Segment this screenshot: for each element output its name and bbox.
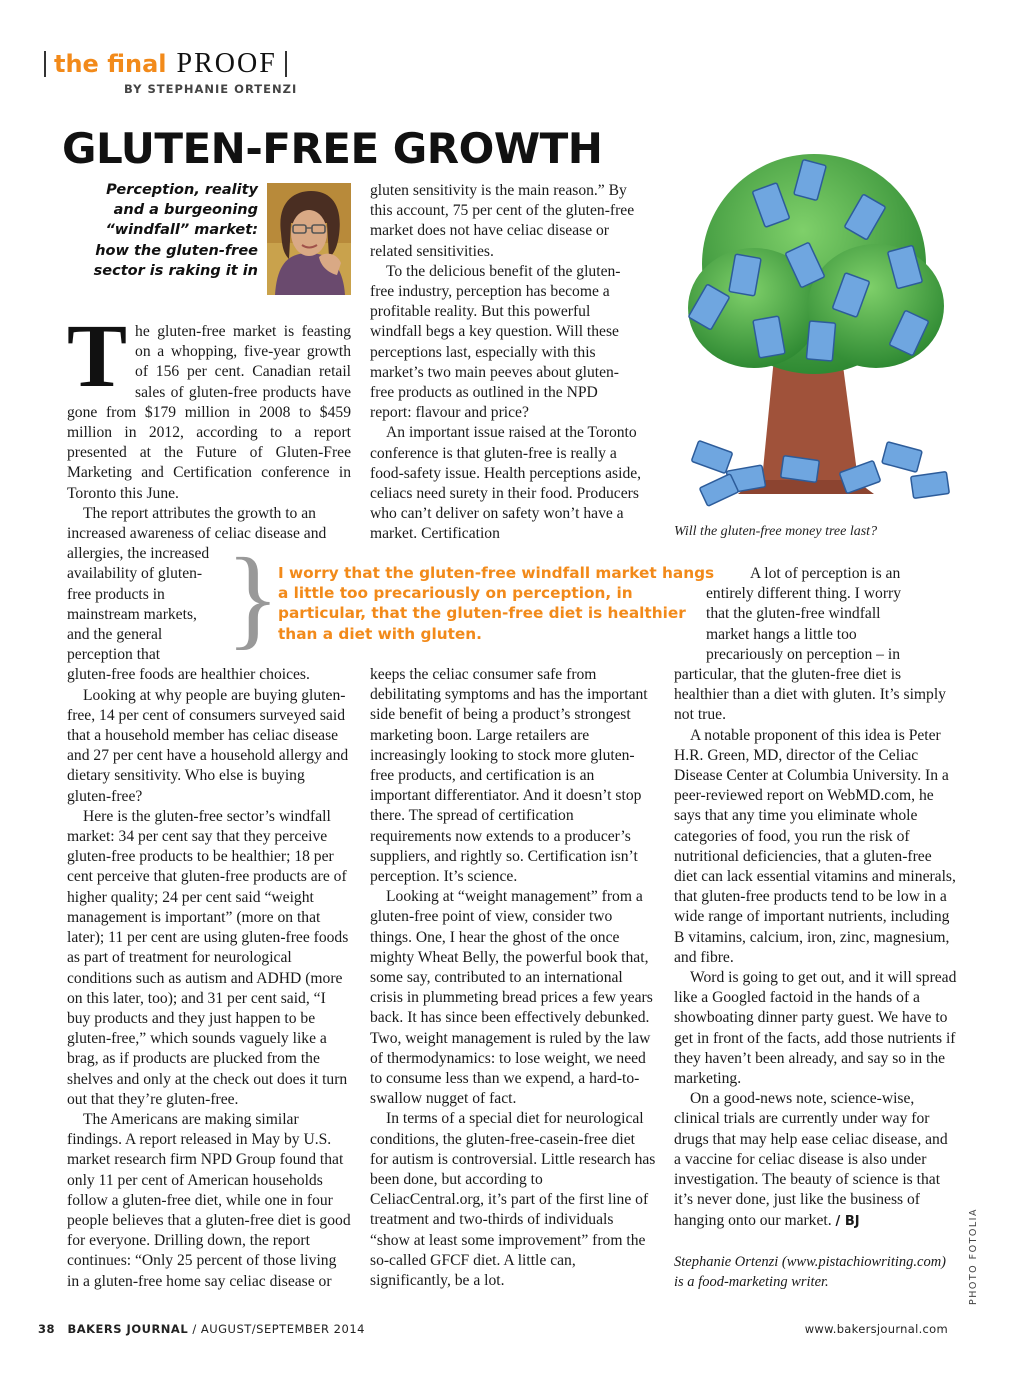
text-line: precariously on perception – in [706,645,900,663]
deck-line: and a burgeoning [113,202,258,219]
paragraph: gluten sensitivity is the main reason.” By this account, 75 per cent of the gluten-free market does not have celiac disease or related sensitivities. [370,182,635,260]
money-tree-illustration [662,128,962,518]
paragraph [67,307,351,504]
paragraph [674,564,958,665]
byline: BY STEPHANIE ORTENZI [124,82,298,96]
paragraph: Here is the gluten-free sector’s windfall market: 34 per cent say that they perceive gluten-free products to be healthier; 18 per cent perceive that gluten-free products are of higher quality; 24 per cent said “weight management is important” (more on that later); 11 per cent are using gluten-free foods as part of treatment for neurological conditions such as autism and ADHD (more on this later, too); and 31 per cent said, “I buy products and they just happen to be gluten-free,” which sounds vaguely like a brag, as if products are plucked from the shelves and only at the check out does it turn out that they’re gluten-free. [67,807,349,1108]
paragraph: In terms of a special diet for neurological conditions, the gluten-free-casein-free diet for autism is controversial. Little research has been done, but according to CeliacCentral.org, it’s part of the first line of treatment and two-thirds of individuals “show at least some improvement” from the so-called GFCF diet. A little can, significantly, be a lot. [370,1110,656,1290]
article-deck [86,180,258,281]
publication-name: BAKERS JOURNAL [67,1322,189,1336]
column-2-top [370,181,642,545]
photo-credit: PHOTO FOTOLIA [968,1208,979,1305]
signoff: / BJ [835,1213,860,1229]
paragraph: Word is going to get out, and it will spread like a Googled factoid in the hands of a showboating dinner party guest. We have to get in front of the facts, add those nutrients if they haven’t been already, and say so in the marketing. [674,969,957,1088]
drop-cap: T [67,307,128,406]
paragraph: A notable proponent of this idea is Peter H.R. Green, MD, director of the Celiac Disease Center at Columbia University. In a peer-reviewed report on WebMD.com, he says that any time you eliminate whole categories of food, you run the risk of nutritional deficiencies, that a gluten-free diet can lack essential vitamins and minerals, that gluten-free products tend to be low in a wide range of important nutrients, including B vitamins, calcium, iron, zinc, magnesium, and fibre. [674,726,956,966]
deck-line: “windfall” market: [105,222,258,239]
author-bio: Stephanie Ortenzi (www.pistachiowriting.com) is a food-marketing writer. [674,1253,946,1290]
author-portrait [267,183,351,295]
author-photo-illustration [267,183,351,295]
paragraph: An important issue raised at the Toronto conference is that gluten-free is really a food-safety issue. Health perceptions aside, celiacs need surety in their food. Producers who can’t deliver on safety won’t have a market. Certification [370,424,642,543]
column-3 [674,564,958,1292]
divider-bar [285,51,287,77]
deck-line: Perception, reality [106,182,258,198]
pullquote-brace: } [226,536,280,660]
text-line: A lot of perception is an [750,565,901,582]
deck-line: how the gluten-free [95,242,258,259]
article-title: GLUTEN-FREE GROWTH [62,124,603,173]
page-number: 38 [38,1322,56,1336]
column-2-bottom [370,665,656,1291]
text-line: market hangs a little too [706,625,857,643]
issue-date: / AUGUST/SEPTEMBER 2014 [192,1322,365,1336]
text-line: gluten-free foods are healthier choices. [67,666,310,684]
text-line: increased awareness of celiac disease and [67,525,327,543]
text-line: The report attributes the growth to an [83,504,316,522]
paragraph-text: he gluten-free market is feasting on a whopping, five-year growth of 156 per cent. Canadian retail sales of gluten-free products have gone from $179 million in 2008 to $459 million in 2012, according to a report presented at the Future of Gluten-Free Marketing and Certification conference in Toronto this June. [67,323,351,502]
divider-bar [44,51,46,77]
text-line: mainstream markets, [67,605,197,623]
deck-line: sector is raking it in [93,262,258,279]
paragraph: Looking at “weight management” from a gluten-free point of view, consider two things. One, I hear the ghost of the once mighty Wheat Belly, the powerful book that, some say, contributed to an international crisis in plummeting bread prices a few years back. It has since been effectively debunked. Two, weight management is ruled by the law of thermodynamics: to lose weight, we need to consume less than we expend, a hard-to-swallow nugget of fact. [370,888,653,1108]
text-line: that the gluten-free windfall [706,605,881,623]
paragraph: The Americans are making similar findings. A report released in May by U.S. market research firm NPD Group found that only 11 per cent of American households follow a gluten-free diet, while one in four people believes that a gluten-free diet is good for everyone. Drilling down, the report continues: “Only 25 percent of those living in a gluten-free home say celiac disease or [67,1110,351,1290]
paragraph: keeps the celiac consumer safe from debilitating symptoms and has the important side benefit of being a product’s strongest marketing boon. Large retailers are increasingly looking to stock more gluten-free products, and certification is an important differentiator. And it doesn’t stop there. The spread of certification requirements now extends to a producer’s suppliers, and rightly so. Certification isn’t perception. It’s science. [370,666,648,886]
page-footer [38,1322,365,1336]
website-link[interactable]: www.bakersjournal.com [804,1322,948,1336]
text-line: allergies, the increased [67,545,210,563]
paragraph: Looking at why people are buying gluten-free, 14 per cent of consumers surveyed said that a household member has celiac disease and 27 per cent have a household allergy and dietary sensitivity. Who else is buying gluten-free? [67,686,349,805]
section-name-proof: PROOF [176,48,277,79]
paragraph [674,1089,958,1231]
section-name-final: the final [54,50,167,78]
paragraph-text: On a good-news note, science-wise, clinical trials are currently under way for drugs that may help ease celiac disease, and a vaccine for celiac disease is also under investigation. The beauty of science is that it’s never done, just like the business of hanging onto our market. [674,1090,948,1229]
section-header [44,48,287,80]
text-line: free products in [67,585,165,603]
column-1 [67,307,351,1292]
text-line: entirely different thing. I worry [706,585,902,603]
text-line: perception that [67,646,161,664]
image-caption: Will the gluten-free money tree last? [674,524,878,539]
text-line: availability of gluten- [67,565,203,583]
paragraph: To the delicious benefit of the gluten-free industry, perception has become a profitable reality. But this powerful windfall begs a key question. Will these perceptions last, especially with this market’s two main peeves about gluten-free products as outlined in the NPD report: flavour and price? [370,262,621,422]
paragraph: particular, that the gluten-free diet is healthier than a diet with gluten. It’s simply not true. [674,666,946,724]
text-line: and the general [67,626,163,644]
money-tree-icon [662,128,962,518]
pullquote: I worry that the gluten-free windfall market hangs a little too precariously on perception, in particular, that the gluten-free diet is healthier than a diet with gluten. [278,564,715,643]
